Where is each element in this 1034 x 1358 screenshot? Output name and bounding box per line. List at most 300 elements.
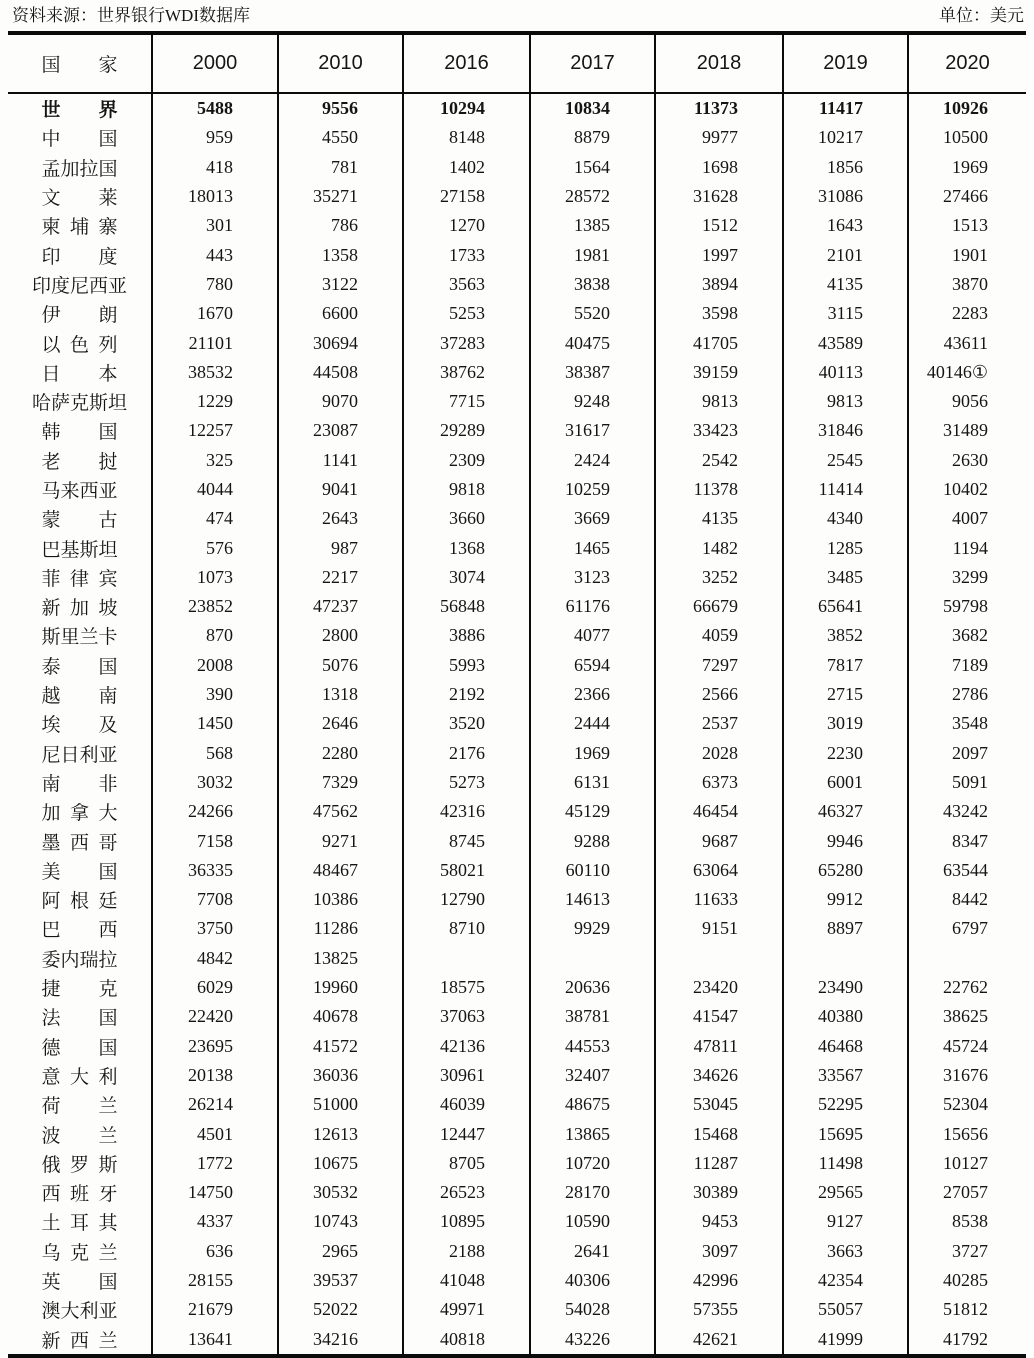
country-name: 印度	[41, 246, 118, 268]
value-cell: 57355	[655, 1295, 783, 1324]
value-cell: 36036	[278, 1061, 403, 1090]
value-cell: 9041	[278, 475, 403, 504]
table-row	[8, 885, 1026, 914]
value-cell: 568	[152, 739, 278, 768]
value-cell: 6594	[530, 651, 655, 680]
value-cell: 29289	[403, 416, 530, 445]
value-cell: 9453	[655, 1207, 783, 1236]
table-row	[8, 651, 1026, 680]
value-cell: 1285	[783, 533, 908, 562]
country-name: 澳大利亚	[41, 1301, 118, 1323]
country-name: 巴西	[41, 920, 118, 942]
value-cell: 13865	[530, 1119, 655, 1148]
value-cell: 41999	[783, 1324, 908, 1355]
country-name: 巴基斯坦	[41, 539, 118, 561]
value-cell: 443	[152, 240, 278, 269]
country-cell	[8, 885, 152, 914]
value-cell: 10590	[530, 1207, 655, 1236]
value-cell: 11417	[783, 93, 908, 123]
value-cell: 870	[152, 621, 278, 650]
value-cell: 20138	[152, 1061, 278, 1090]
value-cell: 8879	[530, 123, 655, 152]
table-row	[8, 1178, 1026, 1207]
value-cell: 3032	[152, 768, 278, 797]
value-cell: 28170	[530, 1178, 655, 1207]
value-cell: 55057	[783, 1295, 908, 1324]
value-cell: 636	[152, 1237, 278, 1266]
value-cell: 60110	[530, 856, 655, 885]
country-cell	[8, 856, 152, 885]
value-cell: 2641	[530, 1237, 655, 1266]
value-cell: 5253	[403, 299, 530, 328]
value-cell: 12447	[403, 1119, 530, 1148]
value-cell: 5273	[403, 768, 530, 797]
value-cell: 38532	[152, 358, 278, 387]
value-cell: 7189	[952, 654, 988, 675]
table-row	[8, 416, 1026, 445]
value-cell: 45724	[943, 1035, 988, 1056]
table-row	[8, 1149, 1026, 1178]
value-cell: 3838	[530, 270, 655, 299]
table-row	[8, 1002, 1026, 1031]
value-cell: 39537	[278, 1266, 403, 1295]
value-cell: 11378	[655, 475, 783, 504]
country-name: 南非	[41, 773, 118, 795]
value-cell: 46327	[783, 797, 908, 826]
country-cell	[8, 328, 152, 357]
value-cell: 8347	[952, 830, 988, 851]
value-cell: 43611	[943, 332, 988, 353]
value-cell: 4550	[278, 123, 403, 152]
year-column-header: 2010	[278, 33, 403, 93]
country-cell	[8, 1237, 152, 1266]
table-row	[8, 328, 1026, 357]
value-cell: 65280	[783, 856, 908, 885]
country-name: 俄罗斯	[41, 1154, 118, 1176]
table-row	[8, 739, 1026, 768]
value-cell: 9070	[278, 387, 403, 416]
country-cell	[8, 1119, 152, 1148]
value-cell: 9248	[530, 387, 655, 416]
value-cell: 3122	[278, 270, 403, 299]
value-cell: 3727	[952, 1240, 988, 1261]
value-cell: 49971	[403, 1295, 530, 1324]
value-cell: 2028	[655, 739, 783, 768]
value-cell: 7158	[152, 826, 278, 855]
value-cell: 2101	[783, 240, 908, 269]
value-cell: 63064	[655, 856, 783, 885]
value-cell: 48675	[530, 1090, 655, 1119]
country-cell	[8, 182, 152, 211]
value-cell: 4135	[655, 504, 783, 533]
country-name: 德国	[41, 1037, 118, 1059]
value-cell: 959	[152, 123, 278, 152]
table-body	[8, 93, 1026, 1356]
value-cell: 58021	[403, 856, 530, 885]
value-cell: 10926	[943, 98, 988, 119]
value-cell: 3115	[783, 299, 908, 328]
table-row	[8, 1295, 1026, 1324]
value-cell: 1564	[530, 153, 655, 182]
value-cell: 43589	[783, 328, 908, 357]
value-cell: 1358	[278, 240, 403, 269]
value-cell: 1141	[278, 446, 403, 475]
value-cell: 1073	[152, 563, 278, 592]
value-cell: 43242	[943, 801, 988, 822]
year-column-header: 2016	[403, 33, 530, 93]
value-cell: 63544	[943, 859, 988, 880]
value-cell: 56848	[403, 592, 530, 621]
country-cell	[8, 416, 152, 445]
country-cell	[8, 826, 152, 855]
value-cell: 31628	[655, 182, 783, 211]
country-cell	[8, 270, 152, 299]
value-cell: 1643	[783, 211, 908, 240]
value-cell: 4135	[783, 270, 908, 299]
country-column-header: 国家	[8, 33, 152, 93]
value-cell: 301	[152, 211, 278, 240]
country-cell	[8, 475, 152, 504]
value-cell: 61176	[530, 592, 655, 621]
value-cell: 9056	[952, 391, 988, 412]
value-cell: 2786	[952, 684, 988, 705]
value-cell: 45129	[530, 797, 655, 826]
table-row	[8, 446, 1026, 475]
value-cell: 34216	[278, 1324, 403, 1355]
table-row	[8, 182, 1026, 211]
table-row	[8, 914, 1026, 943]
country-name: 西班牙	[41, 1184, 118, 1206]
value-cell: 9818	[403, 475, 530, 504]
value-cell: 11414	[783, 475, 908, 504]
country-cell	[8, 1032, 152, 1061]
table-row	[8, 153, 1026, 182]
value-cell: 7329	[278, 768, 403, 797]
value-cell: 2630	[952, 449, 988, 470]
country-name: 英国	[41, 1272, 118, 1294]
country-name: 文莱	[41, 188, 118, 210]
value-cell: 1856	[783, 153, 908, 182]
value-cell: 26214	[152, 1090, 278, 1119]
year-column-header: 2017	[530, 33, 655, 93]
country-name: 加拿大	[41, 803, 118, 825]
table-row	[8, 93, 1026, 123]
value-cell: 390	[152, 680, 278, 709]
value-cell: 28155	[152, 1266, 278, 1295]
value-cell: 30389	[655, 1178, 783, 1207]
country-name: 以色列	[41, 334, 118, 356]
table-row	[8, 475, 1026, 504]
country-cell	[8, 93, 152, 123]
value-cell: 6373	[655, 768, 783, 797]
value-cell: 7297	[655, 651, 783, 680]
value-cell: 23087	[278, 416, 403, 445]
value-cell: 4007	[952, 508, 988, 529]
value-cell: 18575	[403, 973, 530, 1002]
table-row	[8, 1237, 1026, 1266]
value-cell: 23420	[655, 973, 783, 1002]
country-name: 中国	[41, 129, 118, 151]
value-cell: 7708	[152, 885, 278, 914]
value-cell: 10259	[530, 475, 655, 504]
country-cell	[8, 123, 152, 152]
value-cell: 35271	[278, 182, 403, 211]
value-cell: 2008	[152, 651, 278, 680]
table-row	[8, 826, 1026, 855]
value-cell: 3123	[530, 563, 655, 592]
value-cell: 5091	[952, 771, 988, 792]
value-cell	[403, 944, 530, 973]
value-cell: 40818	[403, 1324, 530, 1355]
value-cell: 8538	[952, 1211, 988, 1232]
country-name: 阿根廷	[41, 891, 118, 913]
value-cell: 418	[152, 153, 278, 182]
value-cell: 9946	[783, 826, 908, 855]
table-row	[8, 768, 1026, 797]
value-cell: 46468	[783, 1032, 908, 1061]
value-cell: 3485	[783, 563, 908, 592]
value-cell: 1512	[655, 211, 783, 240]
year-column-header: 2020	[908, 33, 1026, 93]
value-cell: 40678	[278, 1002, 403, 1031]
value-cell: 32407	[530, 1061, 655, 1090]
value-cell: 47562	[278, 797, 403, 826]
country-name: 墨西哥	[41, 832, 118, 854]
country-name: 越南	[41, 686, 118, 708]
country-cell	[8, 358, 152, 387]
value-cell: 1450	[152, 709, 278, 738]
value-cell: 4059	[655, 621, 783, 650]
country-name: 委内瑞拉	[41, 949, 118, 971]
value-cell: 4501	[152, 1119, 278, 1148]
country-name: 波兰	[41, 1125, 118, 1147]
value-cell: 3299	[952, 566, 988, 587]
country-cell	[8, 211, 152, 240]
value-cell: 42354	[783, 1266, 908, 1295]
year-column-header: 2018	[655, 33, 783, 93]
value-cell: 6029	[152, 973, 278, 1002]
value-cell: 3660	[403, 504, 530, 533]
value-cell: 2283	[952, 303, 988, 324]
value-cell: 2176	[403, 739, 530, 768]
value-cell: 42136	[403, 1032, 530, 1061]
value-cell	[655, 944, 783, 973]
value-cell: 11287	[655, 1149, 783, 1178]
country-cell	[8, 1295, 152, 1324]
value-cell: 10500	[943, 127, 988, 148]
value-cell: 3669	[530, 504, 655, 533]
table-row	[8, 1266, 1026, 1295]
value-cell: 14613	[530, 885, 655, 914]
value-cell: 9929	[530, 914, 655, 943]
value-cell: 26523	[403, 1178, 530, 1207]
value-cell: 10294	[403, 93, 530, 123]
country-name: 日本	[41, 363, 118, 385]
value-cell: 3019	[783, 709, 908, 738]
value-cell: 38625	[943, 1006, 988, 1027]
value-cell: 44553	[530, 1032, 655, 1061]
value-cell: 1270	[403, 211, 530, 240]
table-row	[8, 240, 1026, 269]
value-cell: 52304	[943, 1094, 988, 1115]
table-row	[8, 709, 1026, 738]
value-cell: 30961	[403, 1061, 530, 1090]
value-cell: 474	[152, 504, 278, 533]
value-cell: 11498	[783, 1149, 908, 1178]
value-cell: 11373	[655, 93, 783, 123]
table-row	[8, 680, 1026, 709]
country-cell	[8, 299, 152, 328]
country-cell	[8, 1002, 152, 1031]
value-cell: 8148	[403, 123, 530, 152]
value-cell: 37063	[403, 1002, 530, 1031]
value-cell: 2192	[403, 680, 530, 709]
value-cell: 576	[152, 533, 278, 562]
country-cell	[8, 739, 152, 768]
year-column-header: 2000	[152, 33, 278, 93]
value-cell: 10743	[278, 1207, 403, 1236]
table-row	[8, 1090, 1026, 1119]
table-row	[8, 1119, 1026, 1148]
country-cell	[8, 944, 152, 973]
value-cell: 38781	[530, 1002, 655, 1031]
value-cell: 9556	[278, 93, 403, 123]
value-cell: 40285	[943, 1270, 988, 1291]
value-cell: 10402	[943, 479, 988, 499]
country-cell	[8, 387, 152, 416]
country-cell	[8, 592, 152, 621]
value-cell: 10720	[530, 1149, 655, 1178]
table-row	[8, 944, 1026, 973]
table-row	[8, 211, 1026, 240]
value-cell: 8710	[403, 914, 530, 943]
value-cell: 31846	[783, 416, 908, 445]
country-cell	[8, 651, 152, 680]
table-row	[8, 504, 1026, 533]
value-cell: 1194	[952, 537, 988, 558]
value-cell: 46039	[403, 1090, 530, 1119]
value-cell: 10217	[783, 123, 908, 152]
value-cell: 9687	[655, 826, 783, 855]
value-cell: 7817	[783, 651, 908, 680]
value-cell: 33567	[783, 1061, 908, 1090]
value-cell: 2643	[278, 504, 403, 533]
value-cell: 12790	[403, 885, 530, 914]
table-row	[8, 387, 1026, 416]
country-name: 印度尼西亚	[31, 275, 127, 297]
value-cell: 66679	[655, 592, 783, 621]
country-name: 意大利	[41, 1066, 118, 1088]
country-name: 斯里兰卡	[41, 627, 118, 649]
value-cell: 10386	[278, 885, 403, 914]
table-row	[8, 1207, 1026, 1236]
value-cell: 780	[152, 270, 278, 299]
value-cell: 6131	[530, 768, 655, 797]
value-cell: 8745	[403, 826, 530, 855]
value-cell: 10127	[943, 1152, 988, 1173]
country-cell	[8, 446, 152, 475]
value-cell: 53045	[655, 1090, 783, 1119]
value-cell: 3520	[403, 709, 530, 738]
value-cell: 4340	[783, 504, 908, 533]
value-cell: 12613	[278, 1119, 403, 1148]
value-cell: 2366	[530, 680, 655, 709]
table-row	[8, 856, 1026, 885]
value-cell: 27057	[943, 1182, 988, 1203]
value-cell: 4077	[530, 621, 655, 650]
value-cell: 8897	[783, 914, 908, 943]
value-cell: 13825	[278, 944, 403, 973]
value-cell: 13641	[152, 1324, 278, 1355]
value-cell: 2800	[278, 621, 403, 650]
value-cell: 1772	[152, 1149, 278, 1178]
unit-label: 单位：美元	[939, 6, 1024, 25]
value-cell: 40475	[530, 328, 655, 357]
value-cell: 54028	[530, 1295, 655, 1324]
value-cell: 52295	[783, 1090, 908, 1119]
value-cell: 1969	[952, 156, 988, 177]
value-cell: 31676	[943, 1064, 988, 1085]
country-name: 新加坡	[41, 598, 118, 620]
value-cell	[783, 944, 908, 973]
value-cell: 41048	[403, 1266, 530, 1295]
value-cell: 59798	[943, 596, 988, 617]
table-row	[8, 1032, 1026, 1061]
country-name: 伊朗	[41, 305, 118, 327]
country-cell	[8, 1207, 152, 1236]
value-cell: 18013	[152, 182, 278, 211]
country-name: 法国	[41, 1008, 118, 1030]
country-cell	[8, 1324, 152, 1355]
value-cell: 52022	[278, 1295, 403, 1324]
value-cell: 41705	[655, 328, 783, 357]
value-cell: 31086	[783, 182, 908, 211]
country-name: 韩国	[41, 422, 118, 444]
value-cell: 10834	[530, 93, 655, 123]
value-cell: 1385	[530, 211, 655, 240]
value-cell: 4044	[152, 475, 278, 504]
value-cell: 6001	[783, 768, 908, 797]
country-name: 美国	[41, 861, 118, 883]
value-cell: 19960	[278, 973, 403, 1002]
value-cell: 3750	[152, 914, 278, 943]
value-cell: 5520	[530, 299, 655, 328]
value-cell: 40306	[530, 1266, 655, 1295]
value-cell: 23695	[152, 1032, 278, 1061]
value-cell: 9127	[783, 1207, 908, 1236]
country-cell	[8, 240, 152, 269]
value-cell: 3563	[403, 270, 530, 299]
value-cell: 2188	[403, 1237, 530, 1266]
value-cell: 1981	[530, 240, 655, 269]
value-cell: 2230	[783, 739, 908, 768]
value-cell: 3870	[952, 273, 988, 294]
value-cell: 2566	[655, 680, 783, 709]
value-cell: 3894	[655, 270, 783, 299]
value-cell: 2097	[952, 742, 988, 763]
value-cell: 3852	[783, 621, 908, 650]
value-cell: 47237	[278, 592, 403, 621]
value-cell: 38762	[403, 358, 530, 387]
table-row	[8, 592, 1026, 621]
value-cell: 3548	[952, 713, 988, 734]
country-cell	[8, 1266, 152, 1295]
country-cell	[8, 709, 152, 738]
country-name: 土耳其	[41, 1213, 118, 1235]
value-cell: 51812	[943, 1299, 988, 1320]
value-cell: 3663	[783, 1237, 908, 1266]
value-cell: 7715	[403, 387, 530, 416]
